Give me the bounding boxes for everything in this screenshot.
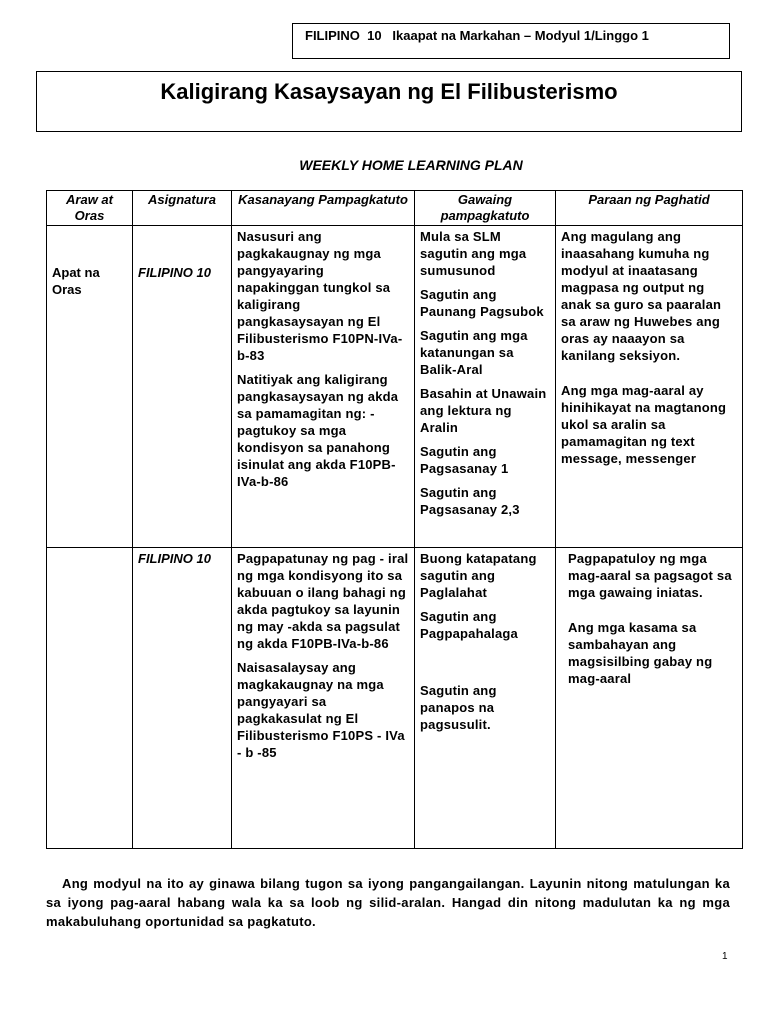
delivery-item: Ang mga kasama sa sambahayan ang magsisilbing gabay ng mag-aaral bbox=[568, 620, 713, 686]
title-box bbox=[36, 71, 742, 132]
column-header: Gawaing pampagkatuto bbox=[415, 191, 556, 226]
column-header: Araw at Oras bbox=[47, 191, 133, 226]
day-cell: Apat na Oras bbox=[47, 226, 133, 548]
skill-item: Nasusuri ang pagkakaugnay ng mga pangyayaring napakinggan tungkol sa kaligirang pangkasaysayan ng El Filibusterismo F10PN-IVa-b-83 bbox=[237, 229, 403, 363]
activities-cell bbox=[415, 548, 556, 849]
delivery-item: Ang magulang ang inaasahang kumuha ng modyul at inaatasang magpasa ng output ng anak sa guro sa paaralan sa araw ng Huwebes ang oras ay naaayon sa kanilang seksiyon. bbox=[561, 229, 722, 363]
skill-item: Pagpapatunay ng pag - iral ng mga kondisyong ito sa kabuuan o ilang bahagi ng akda pagtukoy sa layunin ng may -akda sa pagsulat ng akda F10PB-IVa-b-86 bbox=[237, 551, 409, 651]
activity-item: Basahin at Unawain ang lektura ng Aralin bbox=[420, 386, 547, 435]
delivery-item: Pagpapatuloy ng mga mag-aaral sa pagsagot sa mga gawaing iniatas. bbox=[568, 551, 732, 600]
skills-cell bbox=[232, 226, 415, 548]
intro-paragraph: Ang modyul na ito ay ginawa bilang tugon sa iyong pangangailangan. Layunin nitong matulungan ka sa iyong pag-aaral habang wala ka sa loob ng silid-aralan. Hangad din nitong madulutan ka ng mga makabuluhang oportunidad sa pagkatuto. bbox=[46, 876, 730, 929]
activity-item: Sagutin ang Paunang Pagsubok bbox=[420, 287, 544, 319]
table-header-row bbox=[47, 191, 743, 226]
activity-item: Sagutin ang Pagsasanay 2,3 bbox=[420, 485, 520, 517]
activity-item: Sagutin ang Pagpapahalaga bbox=[420, 609, 518, 641]
delivery-cell bbox=[556, 226, 743, 548]
column-header: Paraan ng Paghatid bbox=[556, 191, 743, 226]
column-header: Kasanayang Pampagkatuto bbox=[232, 191, 415, 226]
delivery-cell bbox=[556, 548, 743, 849]
skill-item: Naisasalaysay ang magkakaugnay na mga pangyayari sa pagkakasulat ng El Filibusterismo F10PS - IVa - b -85 bbox=[237, 660, 405, 760]
activity-item: Sagutin ang panapos na pagsusulit. bbox=[420, 683, 497, 732]
activity-item: Sagutin ang mga katanungan sa Balik-Aral bbox=[420, 328, 528, 377]
activity-item: Sagutin ang Pagsasanay 1 bbox=[420, 444, 509, 476]
skill-item: Natitiyak ang kaligirang pangkasaysayan ng akda sa pamamagitan ng: - pagtukoy sa mga kondisyon sa panahong isinulat ang akda F10PB-IVa-b-86 bbox=[237, 372, 399, 489]
activities-cell bbox=[415, 226, 556, 548]
module-label: FILIPINO 10 Ikaapat na Markahan – Modyul 1/Linggo 1 bbox=[305, 28, 649, 43]
activity-item: Mula sa SLM sagutin ang mga sumusunod bbox=[420, 229, 527, 278]
page-number: 1 bbox=[722, 951, 728, 962]
skills-cell bbox=[232, 548, 415, 849]
activity-item: Buong katapatang sagutin ang Paglalahat bbox=[420, 551, 537, 600]
page-title: Kaligirang Kasaysayan ng El Filibusterismo bbox=[160, 79, 618, 104]
subject-cell: FILIPINO 10 bbox=[133, 548, 232, 849]
table-row bbox=[47, 226, 743, 548]
day-cell bbox=[47, 548, 133, 849]
learning-plan-table bbox=[46, 190, 743, 849]
module-header bbox=[292, 23, 730, 59]
column-header: Asignatura bbox=[133, 191, 232, 226]
plan-subtitle: WEEKLY HOME LEARNING PLAN bbox=[299, 157, 523, 173]
subject-cell: FILIPINO 10 bbox=[133, 226, 232, 548]
table-row bbox=[47, 548, 743, 849]
delivery-item: Ang mga mag-aaral ay hinihikayat na magtanong ukol sa aralin sa pamamagitan ng text message, messenger bbox=[561, 383, 727, 466]
